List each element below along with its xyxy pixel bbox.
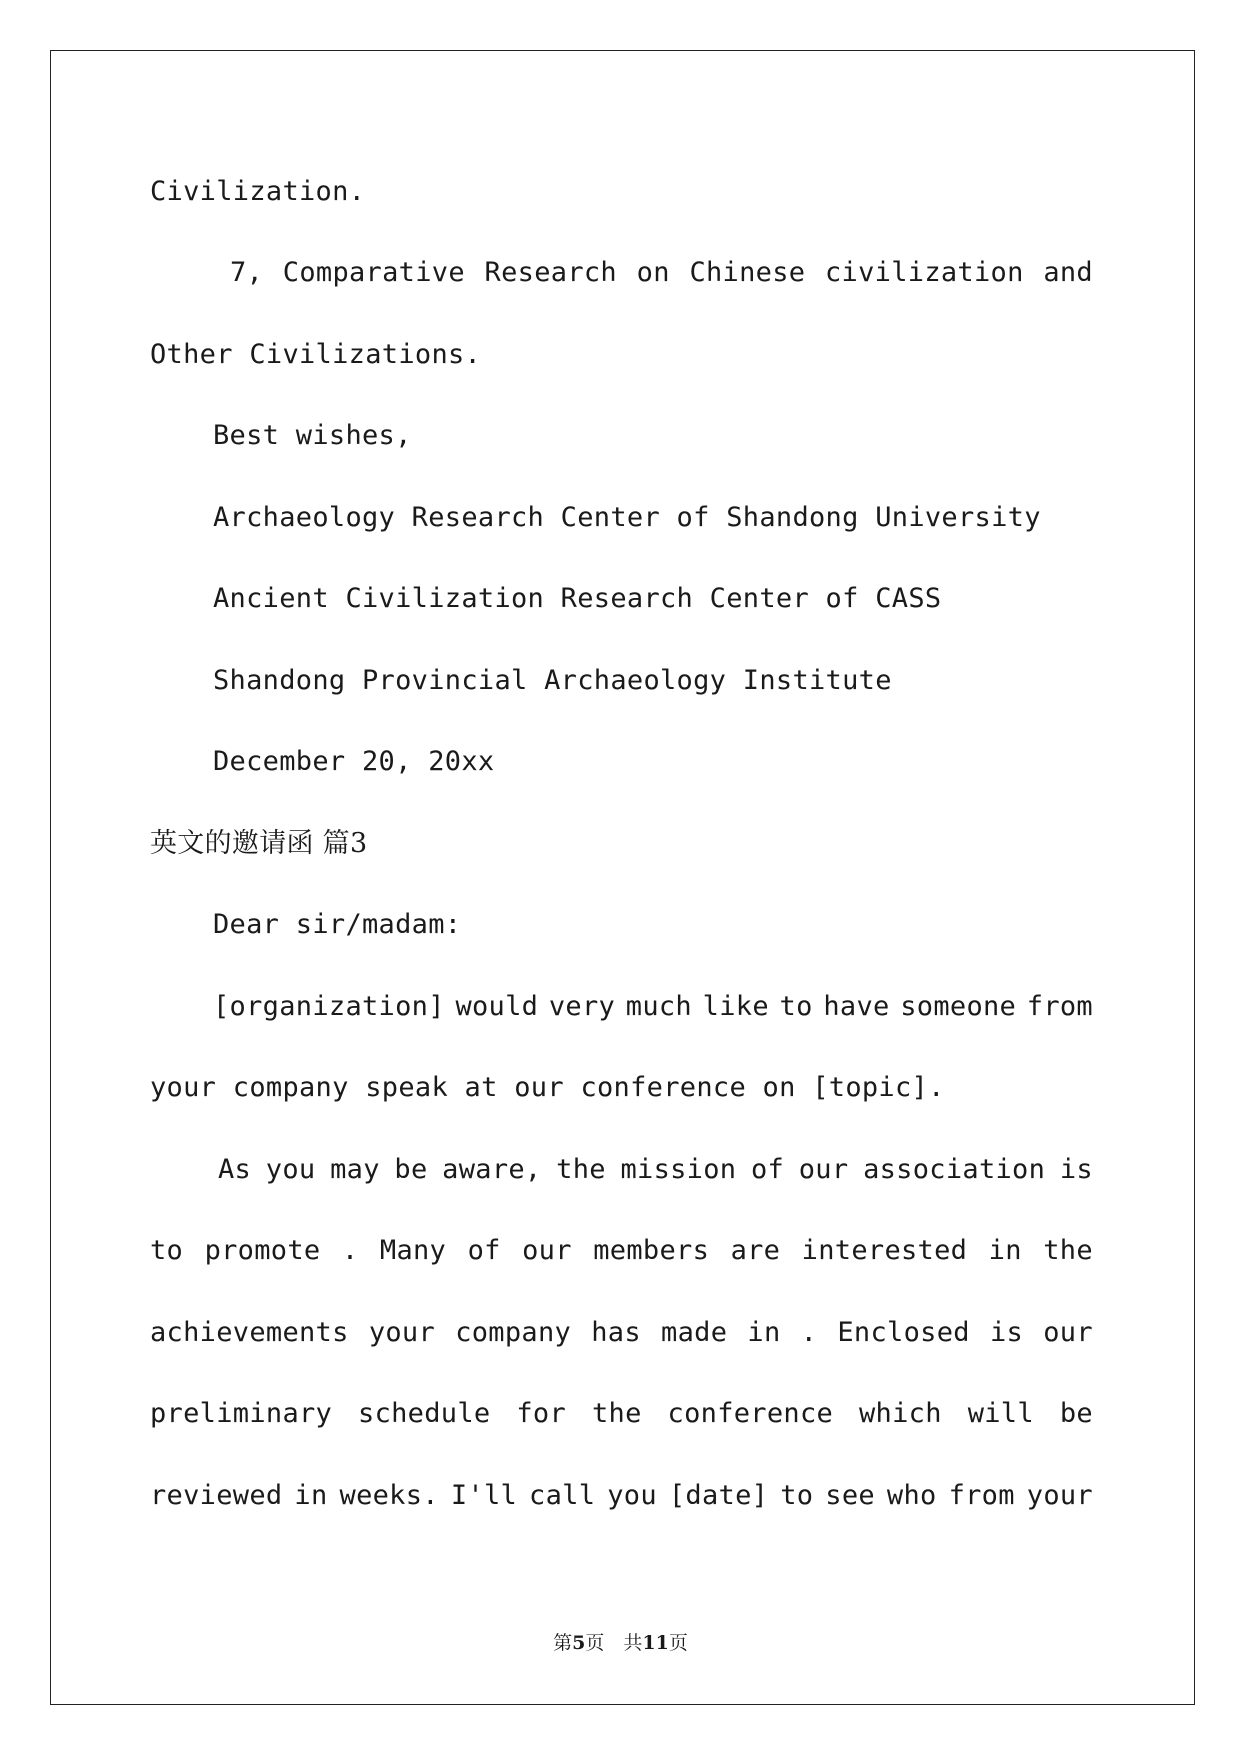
line-segment: Enclosed [837,1317,970,1348]
section-heading: 英文的邀请函 篇3 [150,828,368,859]
text-line: Best wishes, [213,420,412,451]
text-line: Other Civilizations. [150,339,482,370]
line-segment: members [593,1235,710,1266]
line-segment: are [730,1235,781,1266]
text-line: Ancient Civilization Research Center of CASS [213,583,942,614]
text-line-justified [150,1153,1093,1187]
line-segment: on [636,257,670,288]
line-segment: someone [900,991,1017,1022]
line-segment: company [455,1317,572,1348]
line-segment: 7, [230,257,264,288]
line-segment: for [516,1398,567,1429]
line-segment: be [394,1154,428,1185]
text-line: Shandong Provincial Archaeology Institute [213,665,892,696]
line-segment: the [556,1154,606,1185]
line-segment: interested [801,1235,968,1266]
line-segment: which [859,1398,942,1429]
text-line-justified [150,256,1093,290]
line-segment: . [800,1317,818,1348]
line-segment: Comparative [282,257,465,288]
footer-suffix: 页 [668,1632,688,1654]
line-segment: be [1059,1398,1093,1429]
line-segment: aware, [442,1154,542,1185]
line-segment: Research [484,257,617,288]
line-segment: you [265,1154,316,1185]
line-segment: to [150,1235,184,1266]
line-segment: achievements [150,1317,349,1348]
line-segment: you [607,1480,657,1511]
line-segment: to [779,991,813,1022]
text-line: Archaeology Research Center of Shandong University [213,502,1041,533]
footer-prefix: 第 [553,1632,573,1654]
line-segment: who [886,1480,937,1511]
line-segment: Many [379,1235,447,1266]
line-segment: very [548,991,616,1022]
line-segment: Chinese [689,257,806,288]
line-segment: I'll [450,1480,518,1511]
text-line-justified [150,1316,1093,1350]
text-line-justified [150,990,1093,1024]
line-segment: will [967,1398,1034,1429]
line-segment: of [467,1235,501,1266]
line-segment: weeks. [339,1480,439,1511]
line-segment: your [368,1317,436,1348]
line-segment: promote [204,1235,321,1266]
line-segment: to [780,1480,814,1511]
text-line-justified [150,1479,1093,1513]
line-segment: mission [620,1154,737,1185]
line-segment: schedule [358,1398,491,1429]
line-segment: preliminary [150,1398,333,1429]
text-line: your company speak at our conference on [topic]. [150,1072,945,1103]
line-segment: association [863,1154,1046,1185]
line-segment: call [529,1480,596,1511]
total-pages-number: 11 [642,1632,669,1654]
text-line: Dear sir/madam: [213,909,462,940]
line-segment: from [1026,991,1093,1022]
line-segment: made [661,1317,728,1348]
line-segment: our [1043,1317,1093,1348]
line-segment: . [341,1235,359,1266]
text-line: December 20, 20xx [213,746,495,777]
line-segment: would [455,991,539,1022]
line-segment: civilization [824,257,1024,288]
current-page-number: 5 [572,1632,586,1654]
line-segment: is [989,1317,1024,1348]
line-segment: your [1026,1480,1093,1511]
footer-middle: 页 共 [585,1632,643,1654]
line-segment: and [1043,257,1093,288]
line-segment: in [988,1235,1022,1266]
text-line-justified [150,1234,1093,1268]
line-segment: in [294,1480,328,1511]
text-line: Civilization. [150,176,366,207]
line-segment: [date] [668,1480,769,1511]
line-segment: [organization] [213,991,445,1022]
text-line-justified [150,1397,1093,1431]
line-segment: is [1059,1154,1093,1185]
line-segment: our [798,1154,849,1185]
line-segment: have [823,991,890,1022]
line-segment: in [747,1317,781,1348]
line-segment: may [330,1154,380,1185]
page-footer [0,1631,1241,1655]
line-segment: reviewed [150,1480,283,1511]
line-segment: much [625,991,692,1022]
line-segment: has [591,1317,641,1348]
line-segment: see [825,1480,875,1511]
page-border [50,50,1195,1705]
line-segment: the [591,1398,642,1429]
line-segment: the [1043,1235,1093,1266]
line-segment: As [218,1154,252,1185]
line-segment: of [750,1154,785,1185]
line-segment: conference [667,1398,834,1429]
line-segment: our [522,1235,572,1266]
line-segment: from [948,1480,1015,1511]
line-segment: like [702,991,769,1022]
